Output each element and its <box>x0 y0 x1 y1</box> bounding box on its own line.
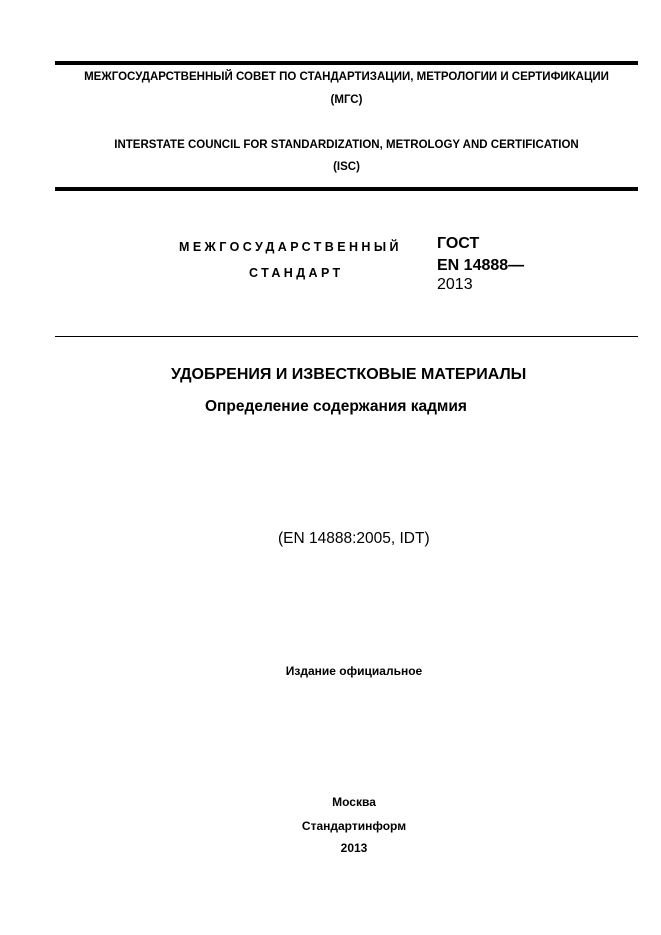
publication-year: 2013 <box>340 841 368 855</box>
publisher-name: Стандартинформ <box>301 819 407 833</box>
gost-year: 2013 <box>437 276 473 293</box>
council-abbr-en: (ISC) <box>333 161 360 173</box>
title-divider <box>55 336 638 337</box>
council-abbr-ru: (МГС) <box>330 94 363 106</box>
council-name-ru: МЕЖГОСУДАРСТВЕННЫЙ СОВЕТ ПО СТАНДАРТИЗАЦИИ, МЕТРОЛОГИИ И СЕРТИФИКАЦИИ <box>84 71 609 83</box>
standard-kind-line1: МЕЖГОСУДАРСТВЕННЫЙ <box>179 240 402 254</box>
standard-kind-line2: СТАНДАРТ <box>249 266 344 280</box>
top-divider <box>55 61 638 65</box>
edition-label: Издание официальное <box>285 664 423 678</box>
reference-standard: (EN 14888:2005, IDT) <box>278 530 430 547</box>
header-divider <box>55 187 638 191</box>
publication-city: Москва <box>332 795 376 809</box>
gost-number: EN 14888— <box>437 257 525 274</box>
council-name-en: INTERSTATE COUNCIL FOR STANDARDIZATION, METROLOGY AND CERTIFICATION <box>114 139 579 151</box>
document-subtitle: Определение содержания кадмия <box>205 398 467 415</box>
gost-label: ГОСТ <box>437 235 480 252</box>
document-title: УДОБРЕНИЯ И ИЗВЕСТКОВЫЕ МАТЕРИАЛЫ <box>171 366 527 383</box>
